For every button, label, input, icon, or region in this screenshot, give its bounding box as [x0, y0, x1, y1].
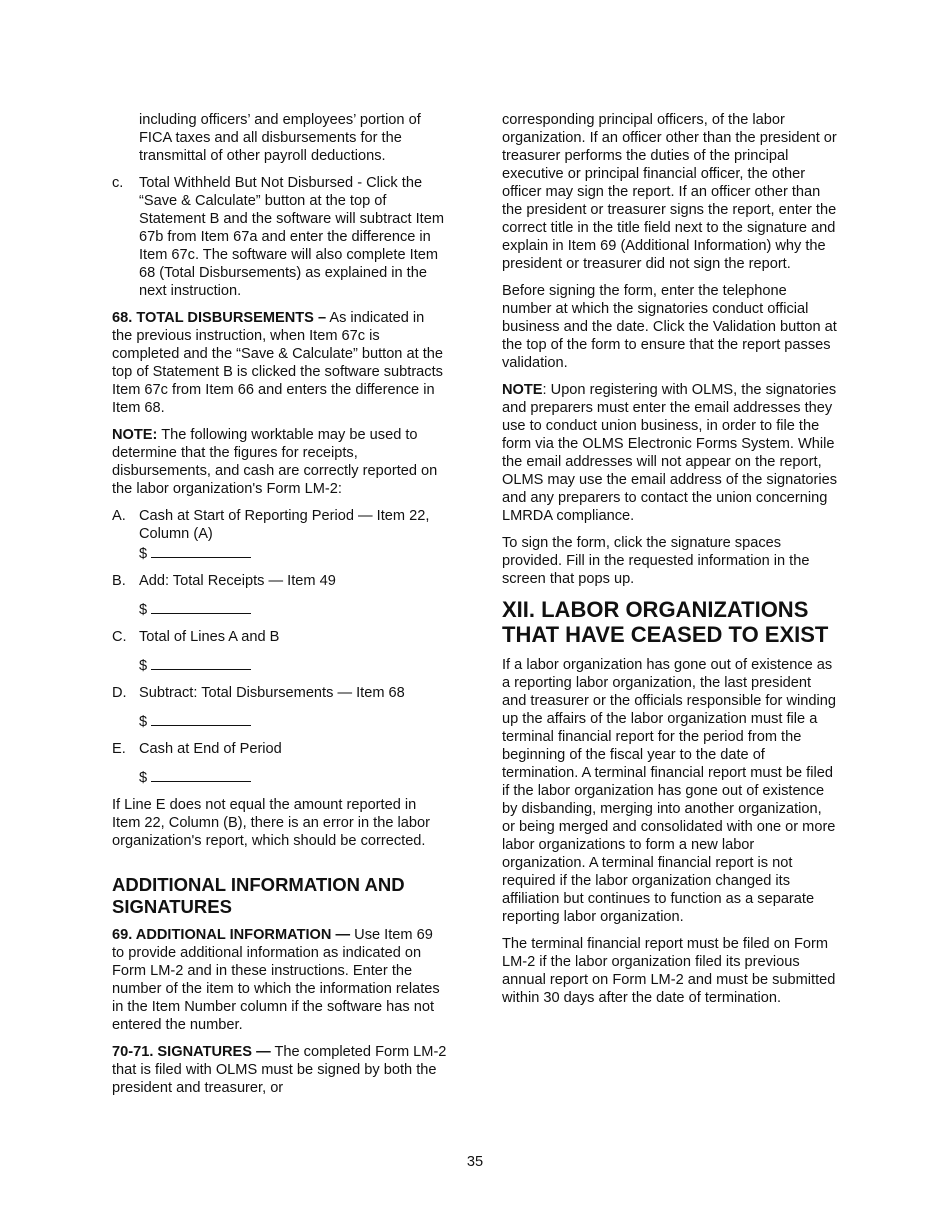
- paragraph-before-signing: Before signing the form, enter the telephone number at which the signatories conduct official business and the date. Click the Validation button at the top of the form to ensure that the report passes validation.: [502, 283, 837, 371]
- note-text: The following worktable may be used to determine that the figures for receipts, disbursements, and cash are correctly reported on the labor organization's Form LM-2:: [112, 427, 438, 497]
- line-label: Add: Total Receipts — Item 49: [139, 573, 336, 589]
- dollar-sign: $: [139, 602, 148, 618]
- list-item-text: Total Withheld But Not Disbursed - Click the “Save & Calculate” button at the top of Statement B and the software will subtract Item 67b from Item 67a and enter the difference in Item 67c. The software will also complete Item 68 (Total Disbursements) as explained in the next instruction.: [139, 175, 444, 299]
- note-label: NOTE:: [112, 427, 158, 443]
- worktable: [112, 507, 448, 787]
- page-number: 35: [466, 1154, 484, 1170]
- blank-amount-field: [151, 655, 251, 670]
- paragraph-terminal-report: The terminal financial report must be filed on Form LM-2 if the labor organization filed its previous annual report on Form LM-2 and must be submitted within 30 days after the date of termination.: [502, 936, 836, 1006]
- paragraph-line-e-check: If Line E does not equal the amount reported in Item 22, Column (B), there is an error in the labor organization's report, which should be corrected.: [112, 797, 430, 849]
- item-70-71-heading: 70-71. SIGNATURES —: [112, 1044, 271, 1060]
- paragraph-note-worktable: [112, 426, 448, 498]
- line-marker: E.: [112, 741, 126, 757]
- dollar-sign: $: [139, 546, 148, 562]
- worktable-line-e: [112, 740, 448, 758]
- note-text: : Upon registering with OLMS, the signatories and preparers must enter the email addresses they use to conduct union business, in order to file the form via the OLMS Electronic Forms System. While the email addresses will not appear on the report, OLMS may use the email address of the signatories and any preparers to contact the union concerning LMRDA compliance.: [502, 382, 838, 524]
- heading-additional-information: ADDITIONAL INFORMATION AND SIGNATURES: [112, 874, 405, 917]
- blank-amount-field: [151, 599, 251, 614]
- line-marker: C.: [112, 629, 127, 645]
- amount-line-e: [112, 767, 448, 787]
- line-marker: B.: [112, 573, 126, 589]
- item-68-text: As indicated in the previous instruction, when Item 67c is completed and the “Save & Calculate” button at the top of Statement B is clicked the software subtracts Item 67c from Item 66 and enters the difference in Item 68.: [112, 310, 443, 416]
- amount-line-c: [112, 655, 448, 675]
- worktable-line-d: [112, 684, 448, 702]
- item-68-heading: 68. TOTAL DISBURSEMENTS –: [112, 310, 327, 326]
- line-label: Total of Lines A and B: [139, 629, 280, 645]
- paragraph-item-69: [112, 926, 448, 1034]
- worktable-line-a: [112, 507, 448, 543]
- worktable-line-b: [112, 572, 448, 590]
- paragraph-note-email: [502, 381, 838, 525]
- paragraph-item-70-71: [112, 1043, 448, 1097]
- paragraph-item-68: [112, 309, 448, 417]
- list-marker: c.: [112, 175, 124, 191]
- amount-line-a: [112, 543, 448, 563]
- item-70-71-text: The completed Form LM-2 that is filed with OLMS must be signed by both the president and treasurer, or: [112, 1044, 447, 1096]
- right-column: [502, 111, 838, 1016]
- item-69-heading: 69. ADDITIONAL INFORMATION —: [112, 927, 351, 943]
- item-69-text: Use Item 69 to provide additional information as indicated on Form LM-2 and in these instructions. Enter the number of the item to which the information relates in the Item Number column if the software has not entered the number.: [112, 927, 440, 1033]
- blank-amount-field: [151, 711, 251, 726]
- dollar-sign: $: [139, 658, 148, 674]
- note-label: NOTE: [502, 382, 543, 398]
- dollar-sign: $: [139, 714, 148, 730]
- dollar-sign: $: [139, 770, 148, 786]
- line-marker: D.: [112, 685, 127, 701]
- left-column: [112, 111, 448, 1106]
- line-label: Cash at End of Period: [139, 741, 282, 757]
- line-label: Cash at Start of Reporting Period — Item 22, Column (A): [139, 508, 430, 542]
- paragraph-ceased-to-exist: If a labor organization has gone out of existence as a reporting labor organization, the last president and treasurer or the officials responsible for winding up the affairs of the labor organization must file a terminal financial report for the period from the beginning of the fiscal year to the date of termination. A terminal financial report must be filed if the labor organization has gone out of existence by disbanding, merging into another organization, or being merged and consolidated with one or more labor organizations to form a new labor organization. A terminal financial report is not required if the labor organization changed its affiliation but continues to function as a separate reporting labor organization.: [502, 657, 836, 925]
- line-marker: A.: [112, 508, 126, 524]
- worktable-line-c: [112, 628, 448, 646]
- amount-line-d: [112, 711, 448, 731]
- blank-amount-field: [151, 767, 251, 782]
- line-label: Subtract: Total Disbursements — Item 68: [139, 685, 405, 701]
- paragraph-to-sign: To sign the form, click the signature spaces provided. Fill in the requested information in the screen that pops up.: [502, 535, 810, 587]
- list-item-c: [112, 174, 448, 300]
- blank-amount-field: [151, 543, 251, 558]
- amount-line-b: [112, 599, 448, 619]
- paragraph-signatures-continuation: corresponding principal officers, of the labor organization. If an officer other than the president or treasurer performs the duties of the principal executive or principal financial officer, the other officer may sign the report. If an officer other than the president or treasurer signs the report, enter the correct title in the title field next to the signature and explain in Item 69 (Additional Information) why the president or treasurer did not sign the report.: [502, 112, 837, 272]
- paragraph-payroll-continuation: including officers’ and employees’ portion of FICA taxes and all disbursements for the transmittal of other payroll deductions.: [139, 112, 421, 164]
- heading-section-xii: XII. LABOR ORGANIZATIONS THAT HAVE CEASED TO EXIST: [502, 597, 829, 647]
